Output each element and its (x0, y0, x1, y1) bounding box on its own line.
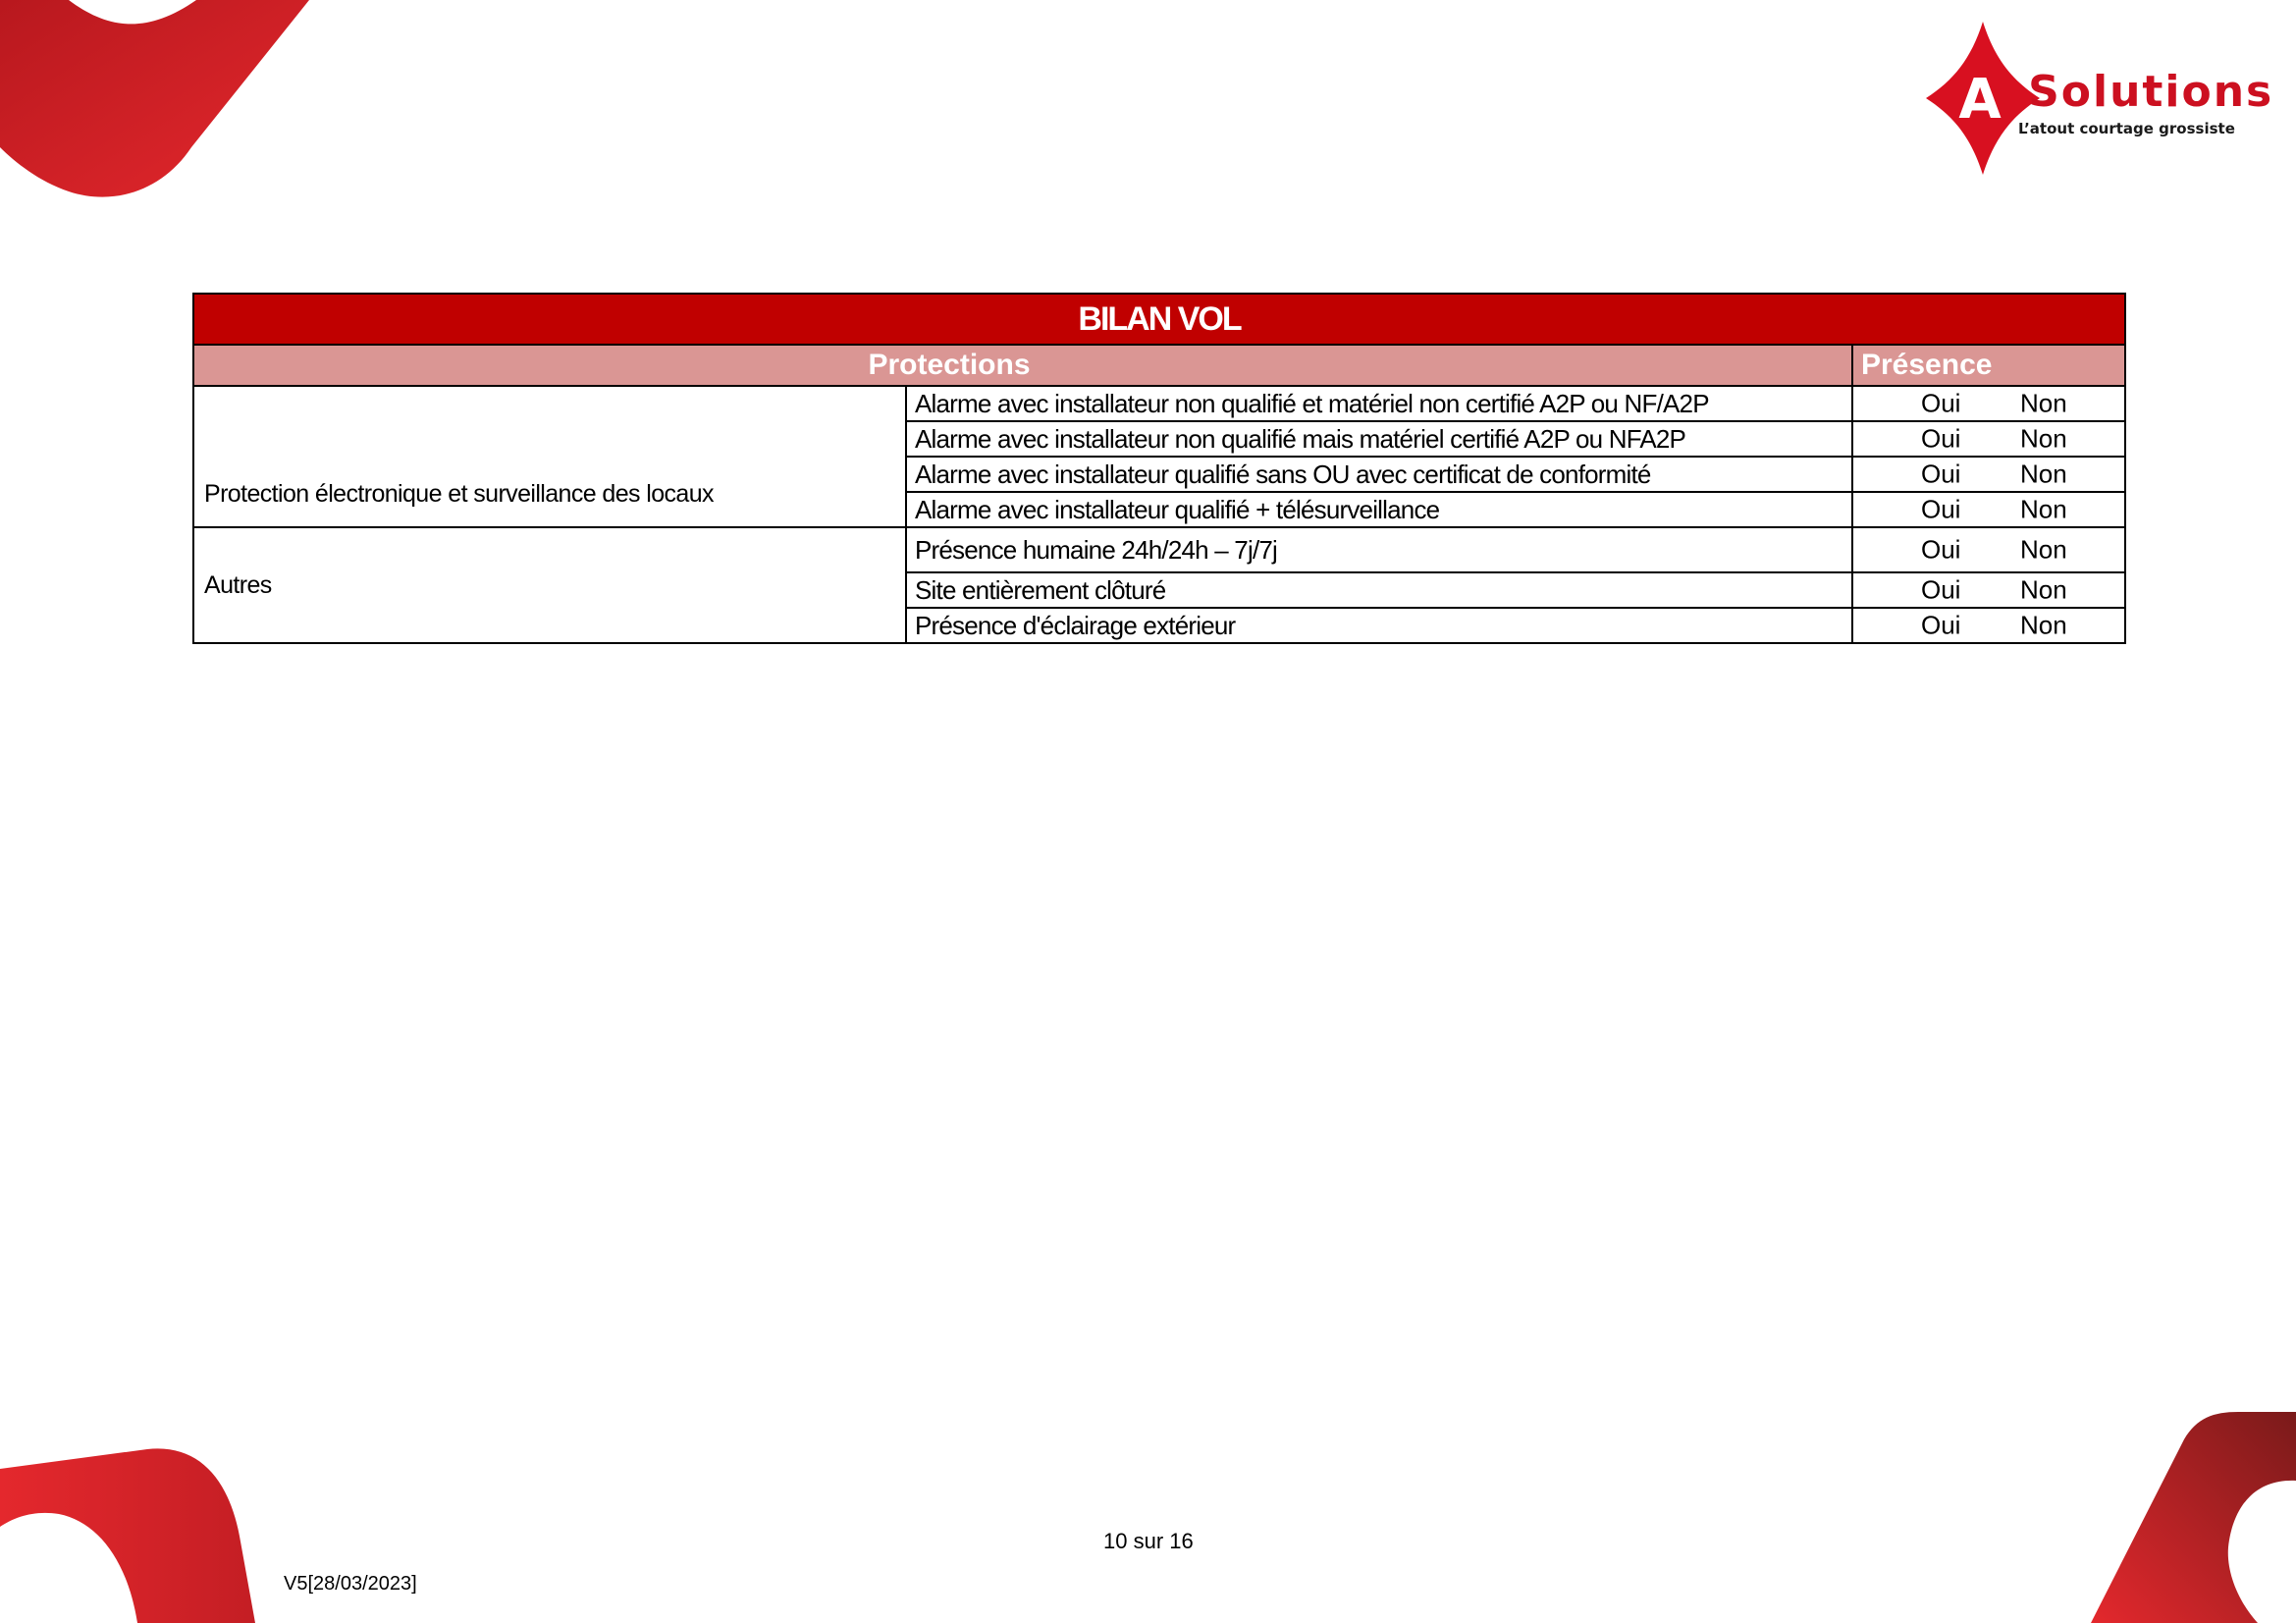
logo-brand-text (1993, 67, 2274, 117)
non-option[interactable]: Non (2020, 494, 2067, 524)
bottom-right-decoration (2081, 1410, 2296, 1623)
protection-item: Site entièrement clôturé (906, 572, 1852, 608)
category-autres: Autres (193, 527, 906, 643)
table-title-row (193, 294, 2125, 345)
oui-option[interactable]: Oui (1921, 610, 1961, 640)
header-presence: Présence (1852, 345, 2125, 386)
presence-choice (1852, 572, 2125, 608)
presence-choice (1852, 527, 2125, 572)
logo-a-glyph: A (1958, 68, 2002, 132)
page-number: 10 sur 16 (1103, 1529, 1194, 1553)
table-row (193, 527, 2125, 572)
table-header-row (193, 345, 2125, 386)
non-option[interactable]: Non (2020, 423, 2067, 454)
non-option[interactable]: Non (2020, 610, 2067, 640)
oui-option[interactable]: Oui (1921, 574, 1961, 605)
non-option[interactable]: Non (2020, 388, 2067, 418)
non-option[interactable]: Non (2020, 459, 2067, 489)
asolutions-logo (1924, 20, 2274, 177)
presence-choice (1852, 386, 2125, 421)
oui-option[interactable]: Oui (1921, 494, 1961, 524)
oui-option[interactable]: Oui (1921, 423, 1961, 454)
protection-item: Alarme avec installateur non qualifié et matériel non certifié A2P ou NF/A2P (906, 386, 1852, 421)
bottom-left-decoration (0, 1443, 265, 1623)
logo-tagline: L’atout courtage grossiste (2018, 120, 2235, 137)
table-row (193, 386, 2125, 421)
protection-item: Alarme avec installateur qualifié sans OU avec certificat de conformité (906, 457, 1852, 492)
document-version: V5[28/03/2023] (284, 1573, 417, 1595)
protection-item: Alarme avec installateur qualifié + télésurveillance (906, 492, 1852, 527)
header-protections: Protections (193, 345, 1852, 386)
presence-choice (1852, 457, 2125, 492)
oui-option[interactable]: Oui (1921, 534, 1961, 565)
presence-choice (1852, 608, 2125, 643)
presence-choice (1852, 492, 2125, 527)
bilan-vol-table (192, 293, 2126, 644)
oui-option[interactable]: Oui (1921, 459, 1961, 489)
category-electronic-protection: Protection électronique et surveillance des locaux (193, 386, 906, 527)
protection-item: Présence d'éclairage extérieur (906, 608, 1852, 643)
presence-choice (1852, 421, 2125, 457)
non-option[interactable]: Non (2020, 534, 2067, 565)
oui-option[interactable]: Oui (1921, 388, 1961, 418)
non-option[interactable]: Non (2020, 574, 2067, 605)
protection-item: Alarme avec installateur non qualifié mais matériel certifié A2P ou NFA2P (906, 421, 1852, 457)
logo-brand-name: Solutions (2028, 67, 2274, 117)
top-left-decoration (0, 0, 324, 216)
table-title: BILAN VOL (193, 294, 2125, 345)
protection-item: Présence humaine 24h/24h – 7j/7j (906, 527, 1852, 572)
